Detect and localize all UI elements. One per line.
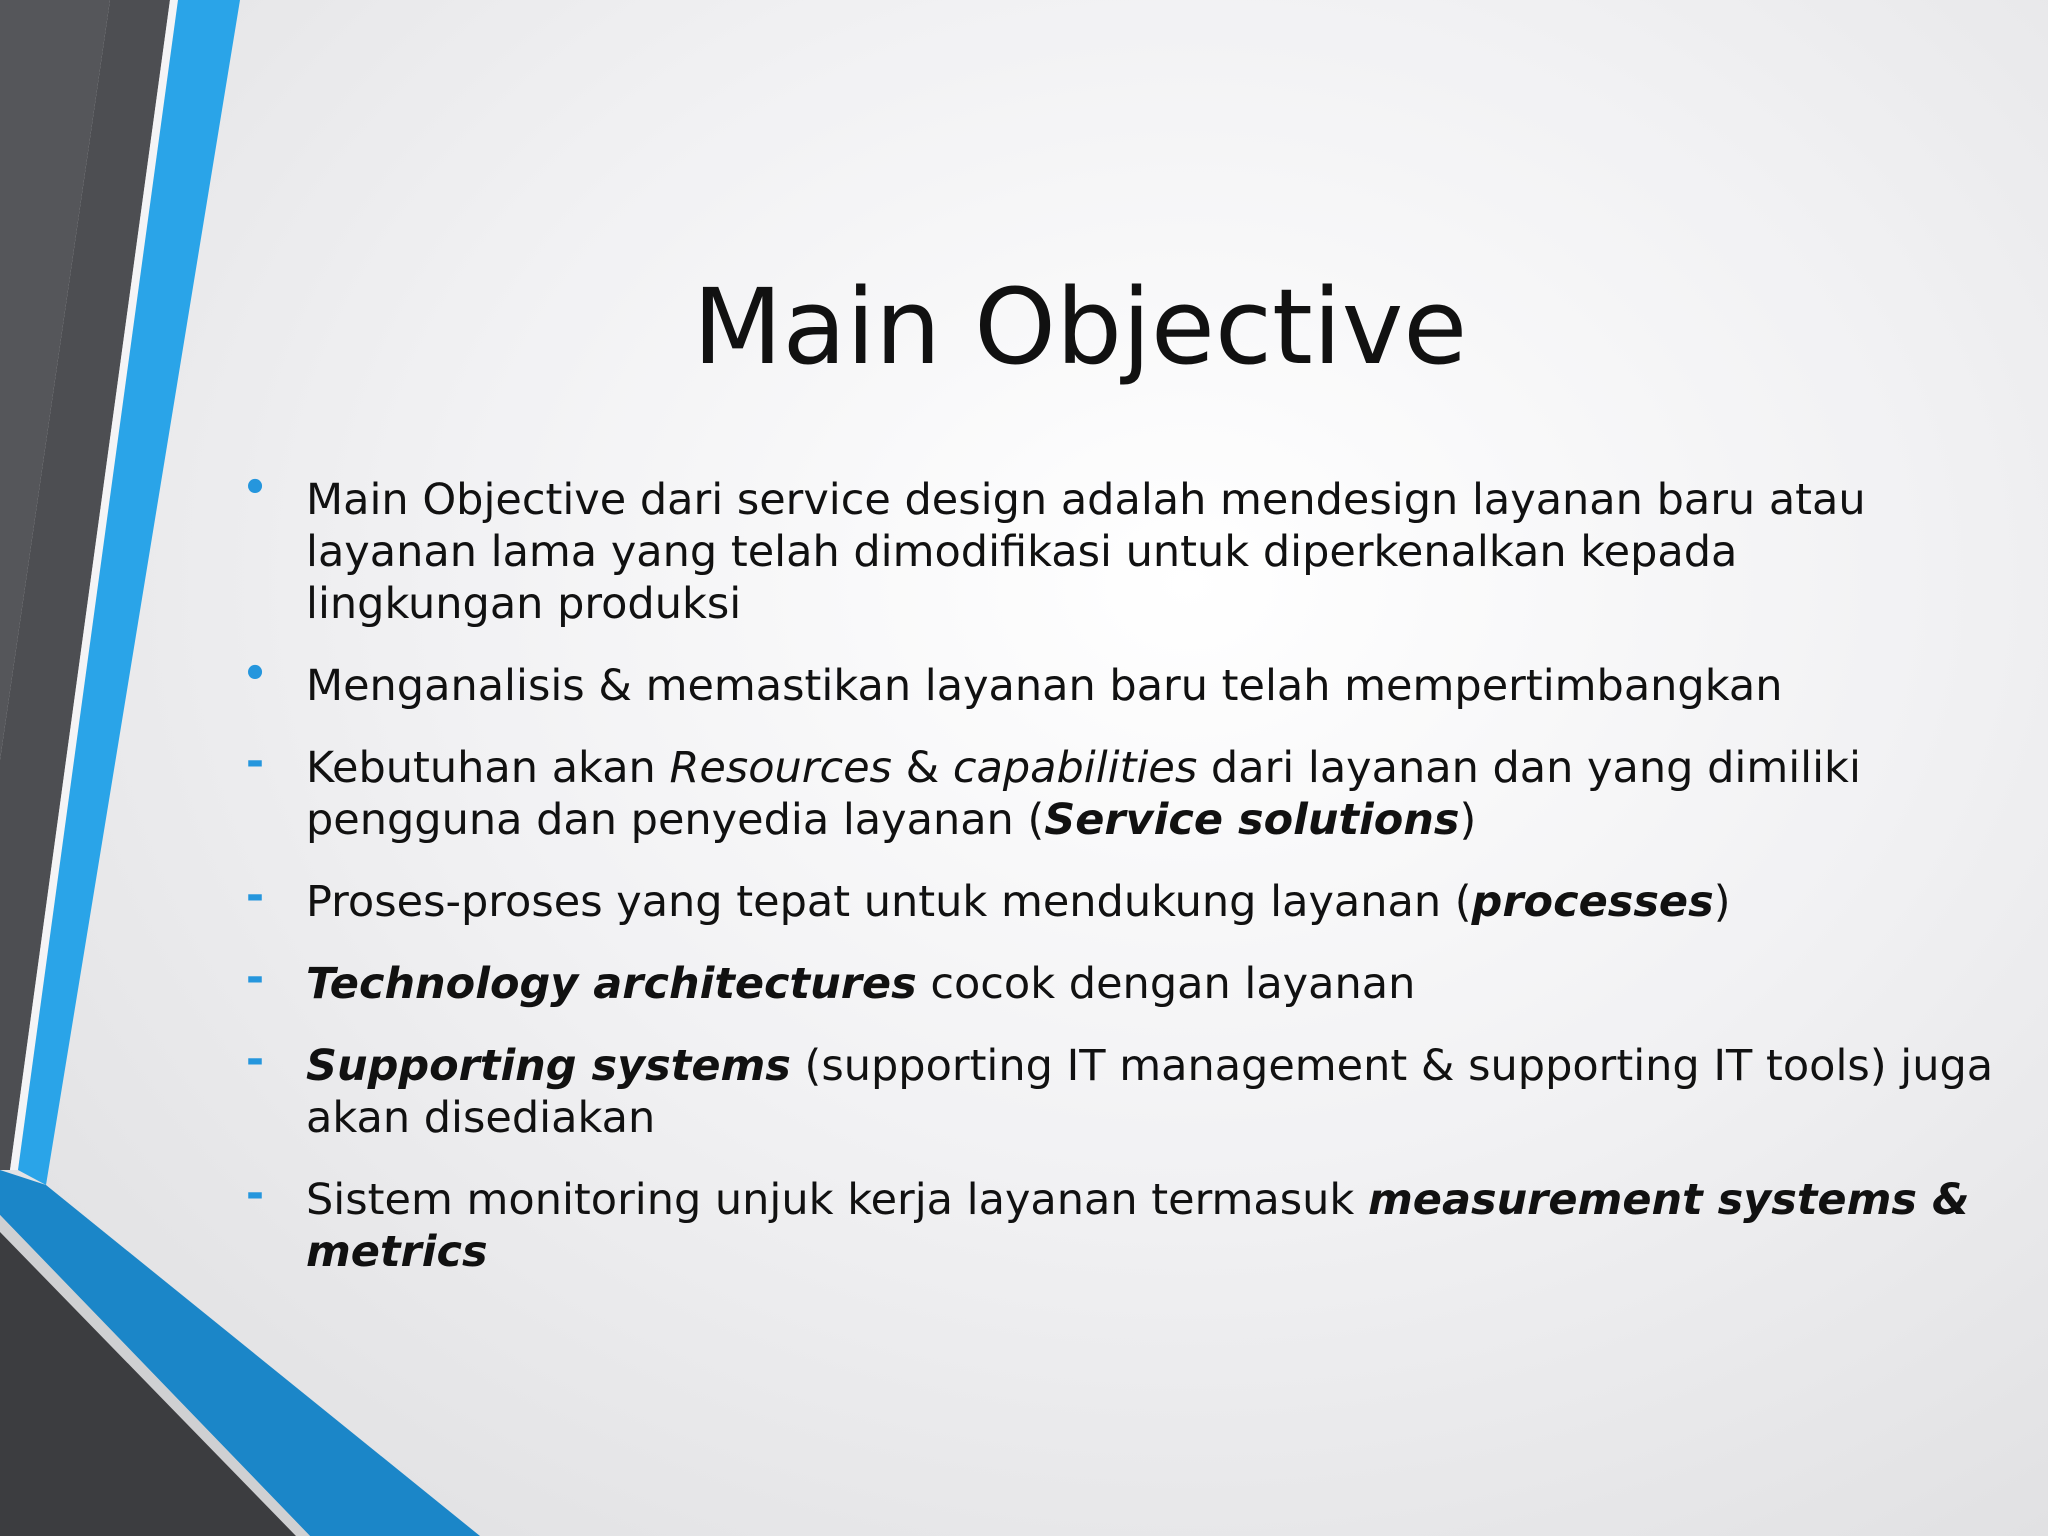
- text-run: lingkungan produksi: [306, 579, 742, 629]
- text-run: cocok dengan layanan: [916, 959, 1416, 1009]
- text-run: dari layanan dan yang dimiliki: [1197, 743, 1861, 793]
- bullet-dash-icon: -: [245, 870, 265, 921]
- list-item: [240, 651, 2020, 712]
- list-item: [240, 1168, 2020, 1278]
- bullet-dash-icon: -: [245, 1168, 265, 1219]
- text-run: Service solutions: [1044, 795, 1460, 845]
- list-item-line: [306, 742, 2020, 794]
- text-run: (supporting IT management & supporting IT tools) juga: [790, 1041, 1994, 1091]
- list-item-line: [306, 1226, 2020, 1278]
- text-run: layanan lama yang telah dimodifikasi untuk diperkenalkan kepada: [306, 527, 1738, 577]
- text-run: ): [1713, 877, 1731, 927]
- list-item-line: [306, 474, 2020, 526]
- text-run: Proses-proses yang tepat untuk mendukung layanan (: [306, 877, 1472, 927]
- list-item-line: [306, 794, 2020, 846]
- bullet-dot-icon: •: [242, 651, 268, 697]
- list-item-line: [306, 1092, 2020, 1144]
- text-run: pengguna dan penyedia layanan (: [306, 795, 1045, 845]
- bullet-dash-icon: -: [245, 1034, 265, 1085]
- list-item-line: [306, 1174, 2020, 1226]
- text-run: Sistem monitoring unjuk kerja layanan termasuk: [306, 1175, 1368, 1225]
- text-run: akan disediakan: [306, 1093, 656, 1143]
- text-run: Supporting systems: [306, 1041, 791, 1091]
- text-run: Menganalisis & memastikan layanan baru telah mempertimbangkan: [306, 661, 1783, 711]
- list-item-line: [306, 526, 2020, 578]
- text-run: processes: [1471, 877, 1714, 927]
- list-item: [240, 952, 2020, 1010]
- bullet-dash-icon: -: [245, 952, 265, 1003]
- text-run: Technology architectures: [306, 959, 917, 1009]
- bullet-dash-icon: -: [245, 736, 265, 787]
- text-run: ): [1459, 795, 1477, 845]
- list-item: [240, 736, 2020, 846]
- bullet-list: [240, 465, 2020, 1308]
- text-run: Kebutuhan akan: [306, 743, 670, 793]
- text-run: Main Objective dari service design adalah mendesign layanan baru atau: [306, 475, 1866, 525]
- list-item: [240, 465, 2020, 630]
- slide-title: Main Objective: [692, 266, 1468, 388]
- list-item: [240, 1034, 2020, 1144]
- list-item-line: [306, 578, 2020, 630]
- list-item: [240, 870, 2020, 928]
- text-run: Resources: [669, 743, 892, 793]
- list-item-line: [306, 958, 2020, 1010]
- text-run: measurement systems &: [1367, 1175, 1970, 1225]
- list-item-line: [306, 1040, 2020, 1092]
- text-run: &: [891, 743, 953, 793]
- list-item-line: [306, 660, 2020, 712]
- text-run: metrics: [306, 1227, 488, 1277]
- text-run: capabilities: [952, 743, 1198, 793]
- bullet-dot-icon: •: [242, 465, 268, 511]
- list-item-line: [306, 876, 2020, 928]
